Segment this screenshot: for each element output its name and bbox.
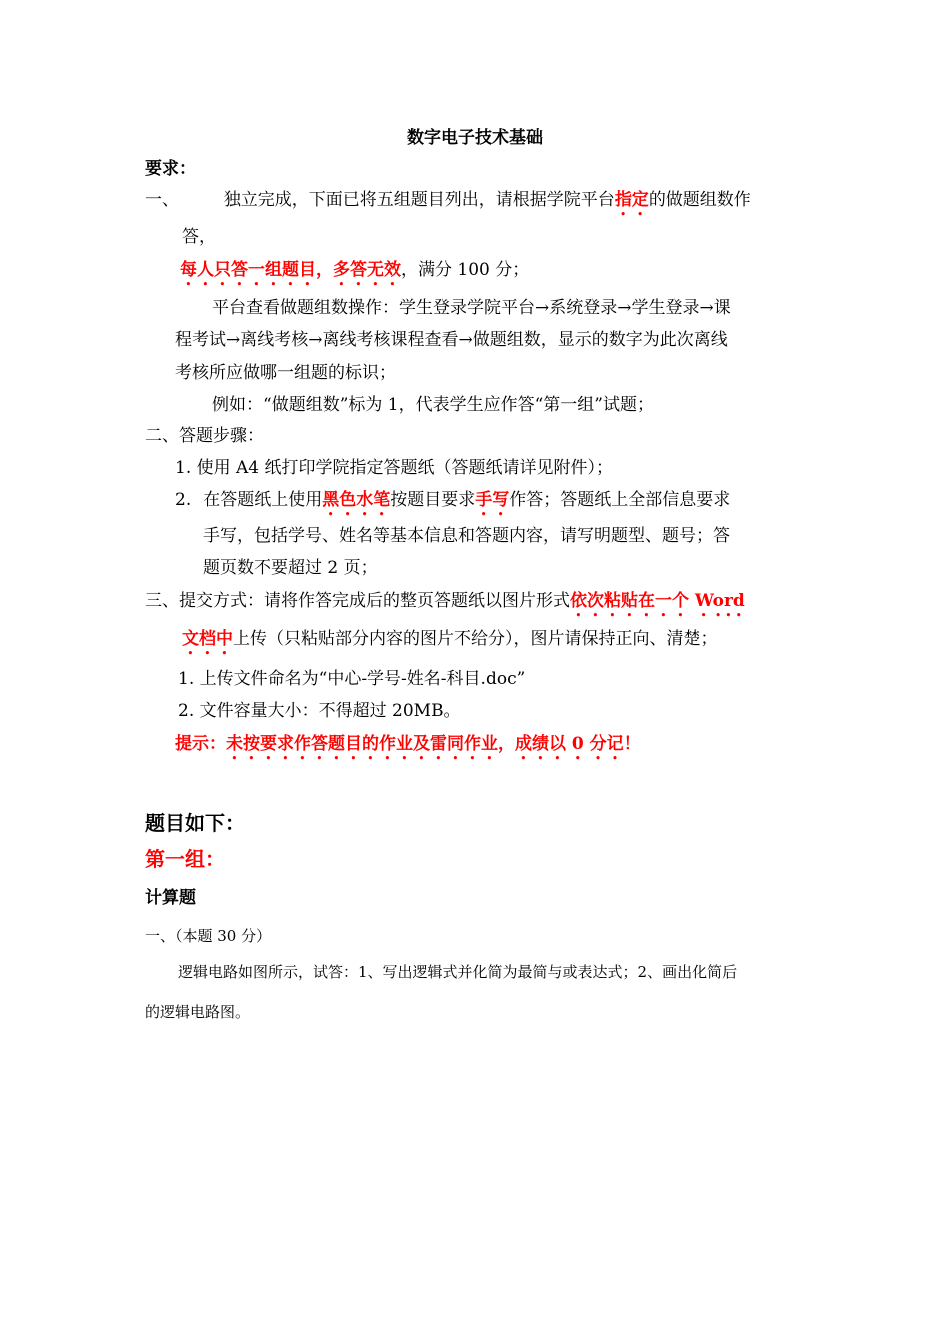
group-1-heading: 第一组： [145,847,225,871]
submission-text: 三、提交方式：请将作答完成后的整页答题纸以图片形式 [145,591,570,611]
answer-step-2-text-b: 按题目要求 [390,490,476,510]
document-title: 数字电子技术基础 [407,128,543,148]
warning-line [175,733,641,764]
platform-steps-line1: 平台查看做题组数操作：学生登录学院平台→系统登录→学生登录→课 [212,298,731,318]
full-score-text: ，满分 100 分； [401,260,530,280]
requirement-1-line2: 答， [182,227,216,247]
questions-heading: 题目如下： [145,811,245,835]
black-pen-emphasis: 黑色水笔 [322,490,391,510]
emphasis-separator: ， [316,260,333,280]
requirement-1-number: 一、 [145,190,179,210]
one-group-only-emphasis: 每人只答一组题目 [180,260,316,280]
platform-steps-line2: 程考试→离线考核→离线考核课程查看→做题组数，显示的数字为此次离线 [175,330,728,350]
warning-label: 提示： [175,734,226,754]
requirement-1-line3 [180,259,529,290]
requirements-heading: 要求： [145,159,196,179]
paste-word-emphasis: 依次粘贴在一个 Word [570,591,745,611]
question-1-header: 一、（本题 30 分） [145,927,272,945]
extra-answers-invalid-emphasis: 多答无效 [333,260,401,280]
answer-step-2-line1 [175,489,730,520]
answer-step-2-number: 2. [175,490,192,510]
submission-line2 [182,628,718,659]
question-1-line1: 逻辑电路如图所示，试答：1、写出逻辑式并化简为最简与或表达式；2、画出化简后 [178,963,738,981]
requirement-1-text-a: 独立完成，下面已将五组题目列出，请根据学院平台 [223,190,615,210]
submission-line1 [145,590,745,621]
submission-upload-text: 上传（只粘贴部分内容的图片不给分），图片请保持正向、清楚； [233,629,718,649]
requirement-1-text-b: 的做题组数作 [648,190,751,210]
answer-step-2-line3: 题页数不要超过 2 页； [203,558,378,578]
answer-step-1: 1. 使用 A4 纸打印学院指定答题纸（答题纸请详见附件）； [175,458,614,478]
answer-step-2-line2: 手写，包括学号、姓名等基本信息和答题内容，请写明题型、题号；答 [203,526,730,546]
handwritten-emphasis: 手写 [475,490,510,510]
question-1-line2: 的逻辑电路图。 [145,1003,251,1021]
platform-steps-line3: 考核所应做哪一组题的标识； [175,363,396,383]
requirement-1-line1 [145,189,751,220]
file-naming-rule: 1. 上传文件命名为“中心-学号-姓名-科目.doc” [178,669,526,689]
requirement-1-emphasis: 指定 [614,190,649,210]
section-heading: 计算题 [145,888,196,908]
answer-step-2-text-c: 作答；答题纸上全部信息要求 [509,490,731,510]
answer-steps-heading: 二、答题步骤： [145,426,264,446]
file-size-rule: 2. 文件容量大小：不得超过 20MB。 [178,701,461,721]
document-emphasis: 文档中 [182,629,233,649]
answer-step-2-text-a: 在答题纸上使用 [203,490,323,510]
example-line: 例如：“做题组数”标为 1，代表学生应作答“第一组”试题； [212,395,654,415]
warning-text: 未按要求作答题目的作业及雷同作业，成绩以 0 分记！ [226,734,641,754]
